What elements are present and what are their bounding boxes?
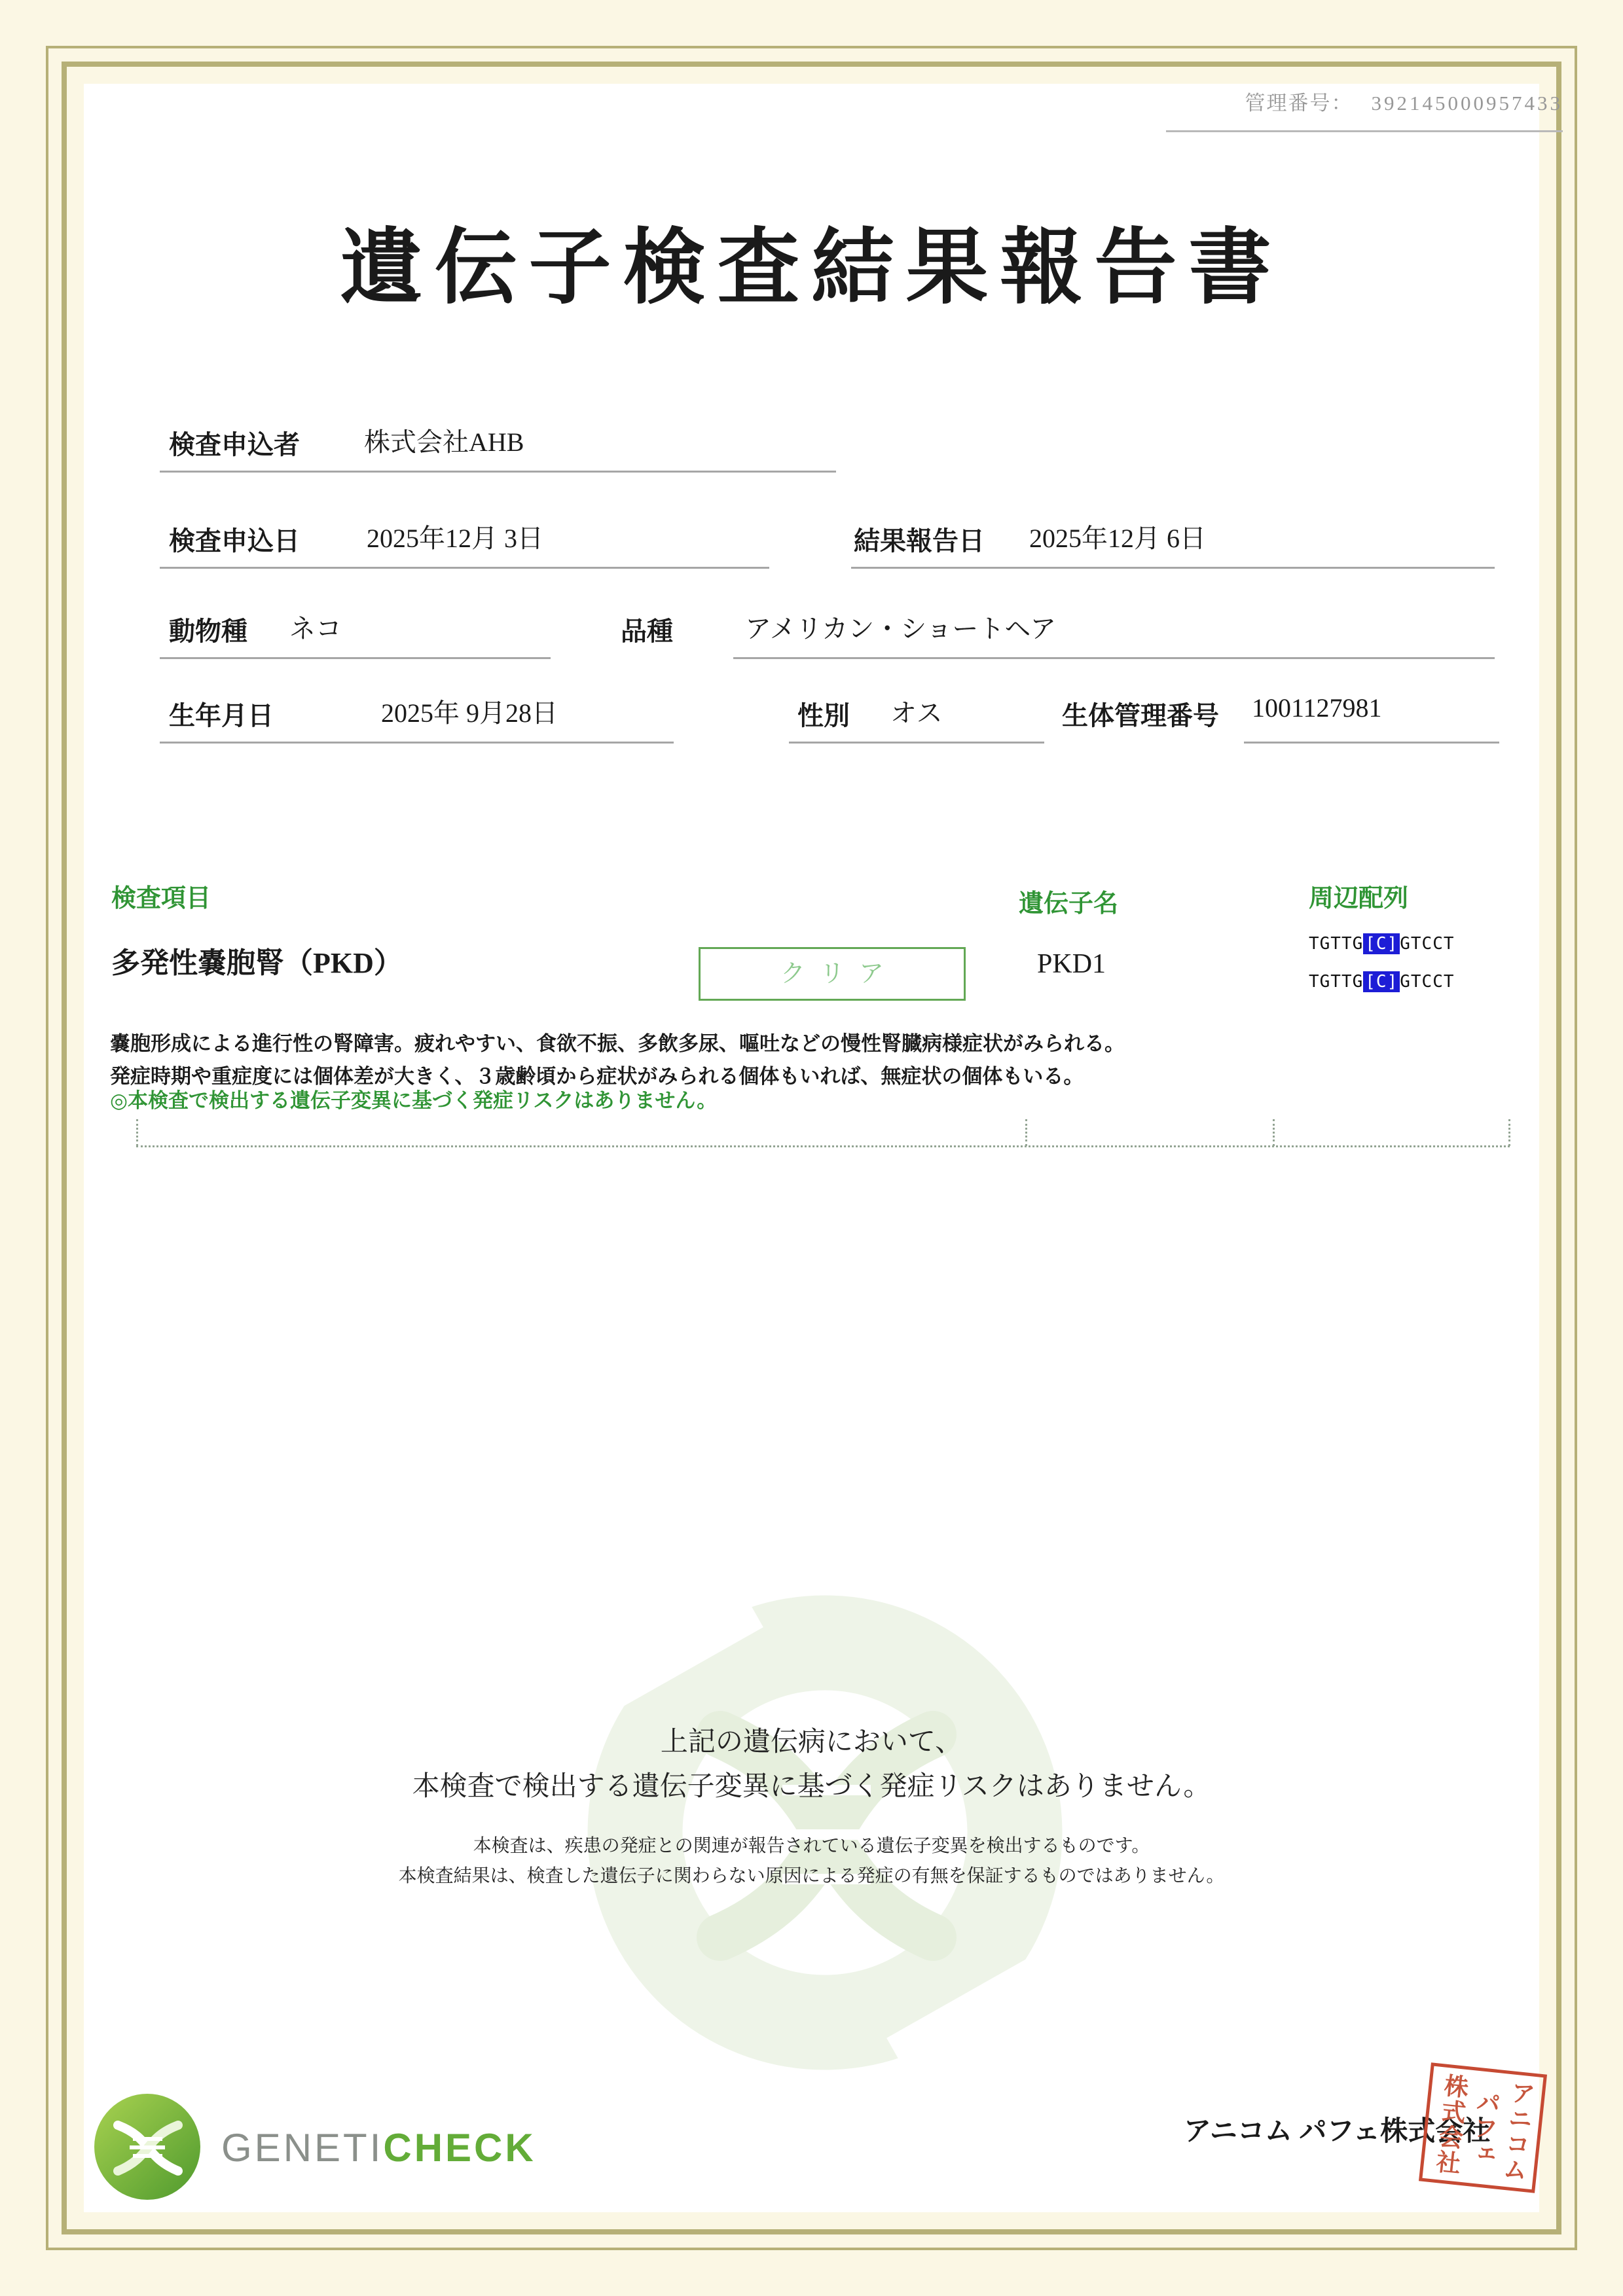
birth-date-label: 生年月日 <box>169 701 274 730</box>
apply-date-label: 検査申込日 <box>169 526 300 556</box>
sequence-highlight: [C] <box>1363 971 1400 992</box>
disclaimer-line2: 本検査結果は、検査した遺伝子に関わらない原因による発症の有無を保証するものではありません。 <box>398 1865 1225 1886</box>
report-date-label: 結果報告日 <box>854 526 985 556</box>
species-value: ネコ <box>289 614 342 643</box>
table-column-dotted-divider <box>136 1119 138 1146</box>
breed-value: アメリカン・ショートヘア <box>745 614 1057 643</box>
sequence-line <box>1309 935 1455 952</box>
result-status-box <box>699 947 966 1001</box>
sequence-prefix: TGTTG <box>1309 934 1364 954</box>
animal-id-value: 1001127981 <box>1252 693 1382 723</box>
field-underline <box>789 742 1044 744</box>
sequence-suffix: GTCCT <box>1400 934 1455 954</box>
field-underline <box>851 567 1495 569</box>
management-number-underline <box>1166 130 1563 132</box>
report-date-value: 2025年12月 6日 <box>1029 524 1206 553</box>
logo-text <box>221 2128 536 2168</box>
logo-text-green: CHECK <box>383 2126 536 2170</box>
field-underline <box>1244 742 1499 744</box>
company-name: アニコム パフェ株式会社 <box>1184 2117 1491 2147</box>
result-status-label: クリア <box>780 960 898 988</box>
sequence-highlight: [C] <box>1363 933 1400 954</box>
sequence-prefix: TGTTG <box>1309 972 1364 992</box>
management-number-value: 392145000957433 <box>1371 92 1563 115</box>
table-column-dotted-divider <box>1508 1119 1510 1146</box>
field-underline <box>160 471 836 473</box>
field-underline <box>160 742 674 744</box>
management-number <box>1245 93 1563 113</box>
animal-id-label: 生体管理番号 <box>1062 701 1219 730</box>
table-column-dotted-divider <box>1273 1119 1275 1146</box>
seal-column: 株式会社 <box>1431 2072 1468 2177</box>
gene-name: PKD1 <box>1037 949 1106 979</box>
management-number-label: 管理番号： <box>1245 92 1353 115</box>
seal-column: パフェ <box>1465 2088 1501 2168</box>
summary-line1: 上記の遺伝病において、 <box>660 1726 963 1757</box>
sequence-suffix: GTCCT <box>1400 972 1455 992</box>
seal-column: アニコム <box>1497 2079 1535 2184</box>
applicant-value: 株式会社AHB <box>364 427 524 457</box>
field-underline <box>160 657 551 659</box>
dna-watermark-icon <box>566 1574 1084 2094</box>
results-header-sequence: 周辺配列 <box>1309 885 1409 912</box>
disease-description-line2: 発症時期や重症度には個体差が大きく、３歳齢頃から症状がみられる個体もいれば、無症状の個体もいる。 <box>110 1065 1084 1088</box>
table-bottom-dotted-border <box>136 1145 1510 1147</box>
breed-label: 品種 <box>621 617 673 646</box>
sex-label: 性別 <box>797 701 850 730</box>
sequence-line <box>1309 973 1455 990</box>
disease-name: 多発性嚢胞腎（PKD） <box>111 947 403 979</box>
disease-description-line1: 嚢胞形成による進行性の腎障害。疲れやすい、食欲不振、多飲多尿、嘔吐などの慢性腎臓病様症状がみられる。 <box>110 1032 1125 1055</box>
risk-note: ◎本検査で検出する遺伝子変異に基づく発症リスクはありません。 <box>110 1089 718 1112</box>
results-header-item: 検査項目 <box>111 885 211 912</box>
applicant-label: 検査申込者 <box>169 430 300 459</box>
sex-value: オス <box>890 698 943 728</box>
table-column-dotted-divider <box>1025 1119 1027 1146</box>
company-seal-stamp <box>1419 2062 1547 2193</box>
results-header-gene: 遺伝子名 <box>1019 890 1119 918</box>
field-underline <box>733 657 1495 659</box>
species-label: 動物種 <box>169 617 247 646</box>
summary-line2: 本検査で検出する遺伝子変異に基づく発症リスクはありません。 <box>412 1770 1211 1801</box>
geneticheck-logo-icon <box>92 2091 203 2205</box>
logo-text-gray: GENETI <box>221 2126 384 2170</box>
birth-date-value: 2025年 9月28日 <box>381 698 558 728</box>
field-underline <box>160 567 769 569</box>
apply-date-value: 2025年12月 3日 <box>367 524 543 553</box>
disclaimer-line1: 本検査は、疾患の発症との関連が報告されている遺伝子変異を検出するものです。 <box>473 1835 1150 1856</box>
report-title: 遺伝子検査結果報告書 <box>340 223 1283 314</box>
